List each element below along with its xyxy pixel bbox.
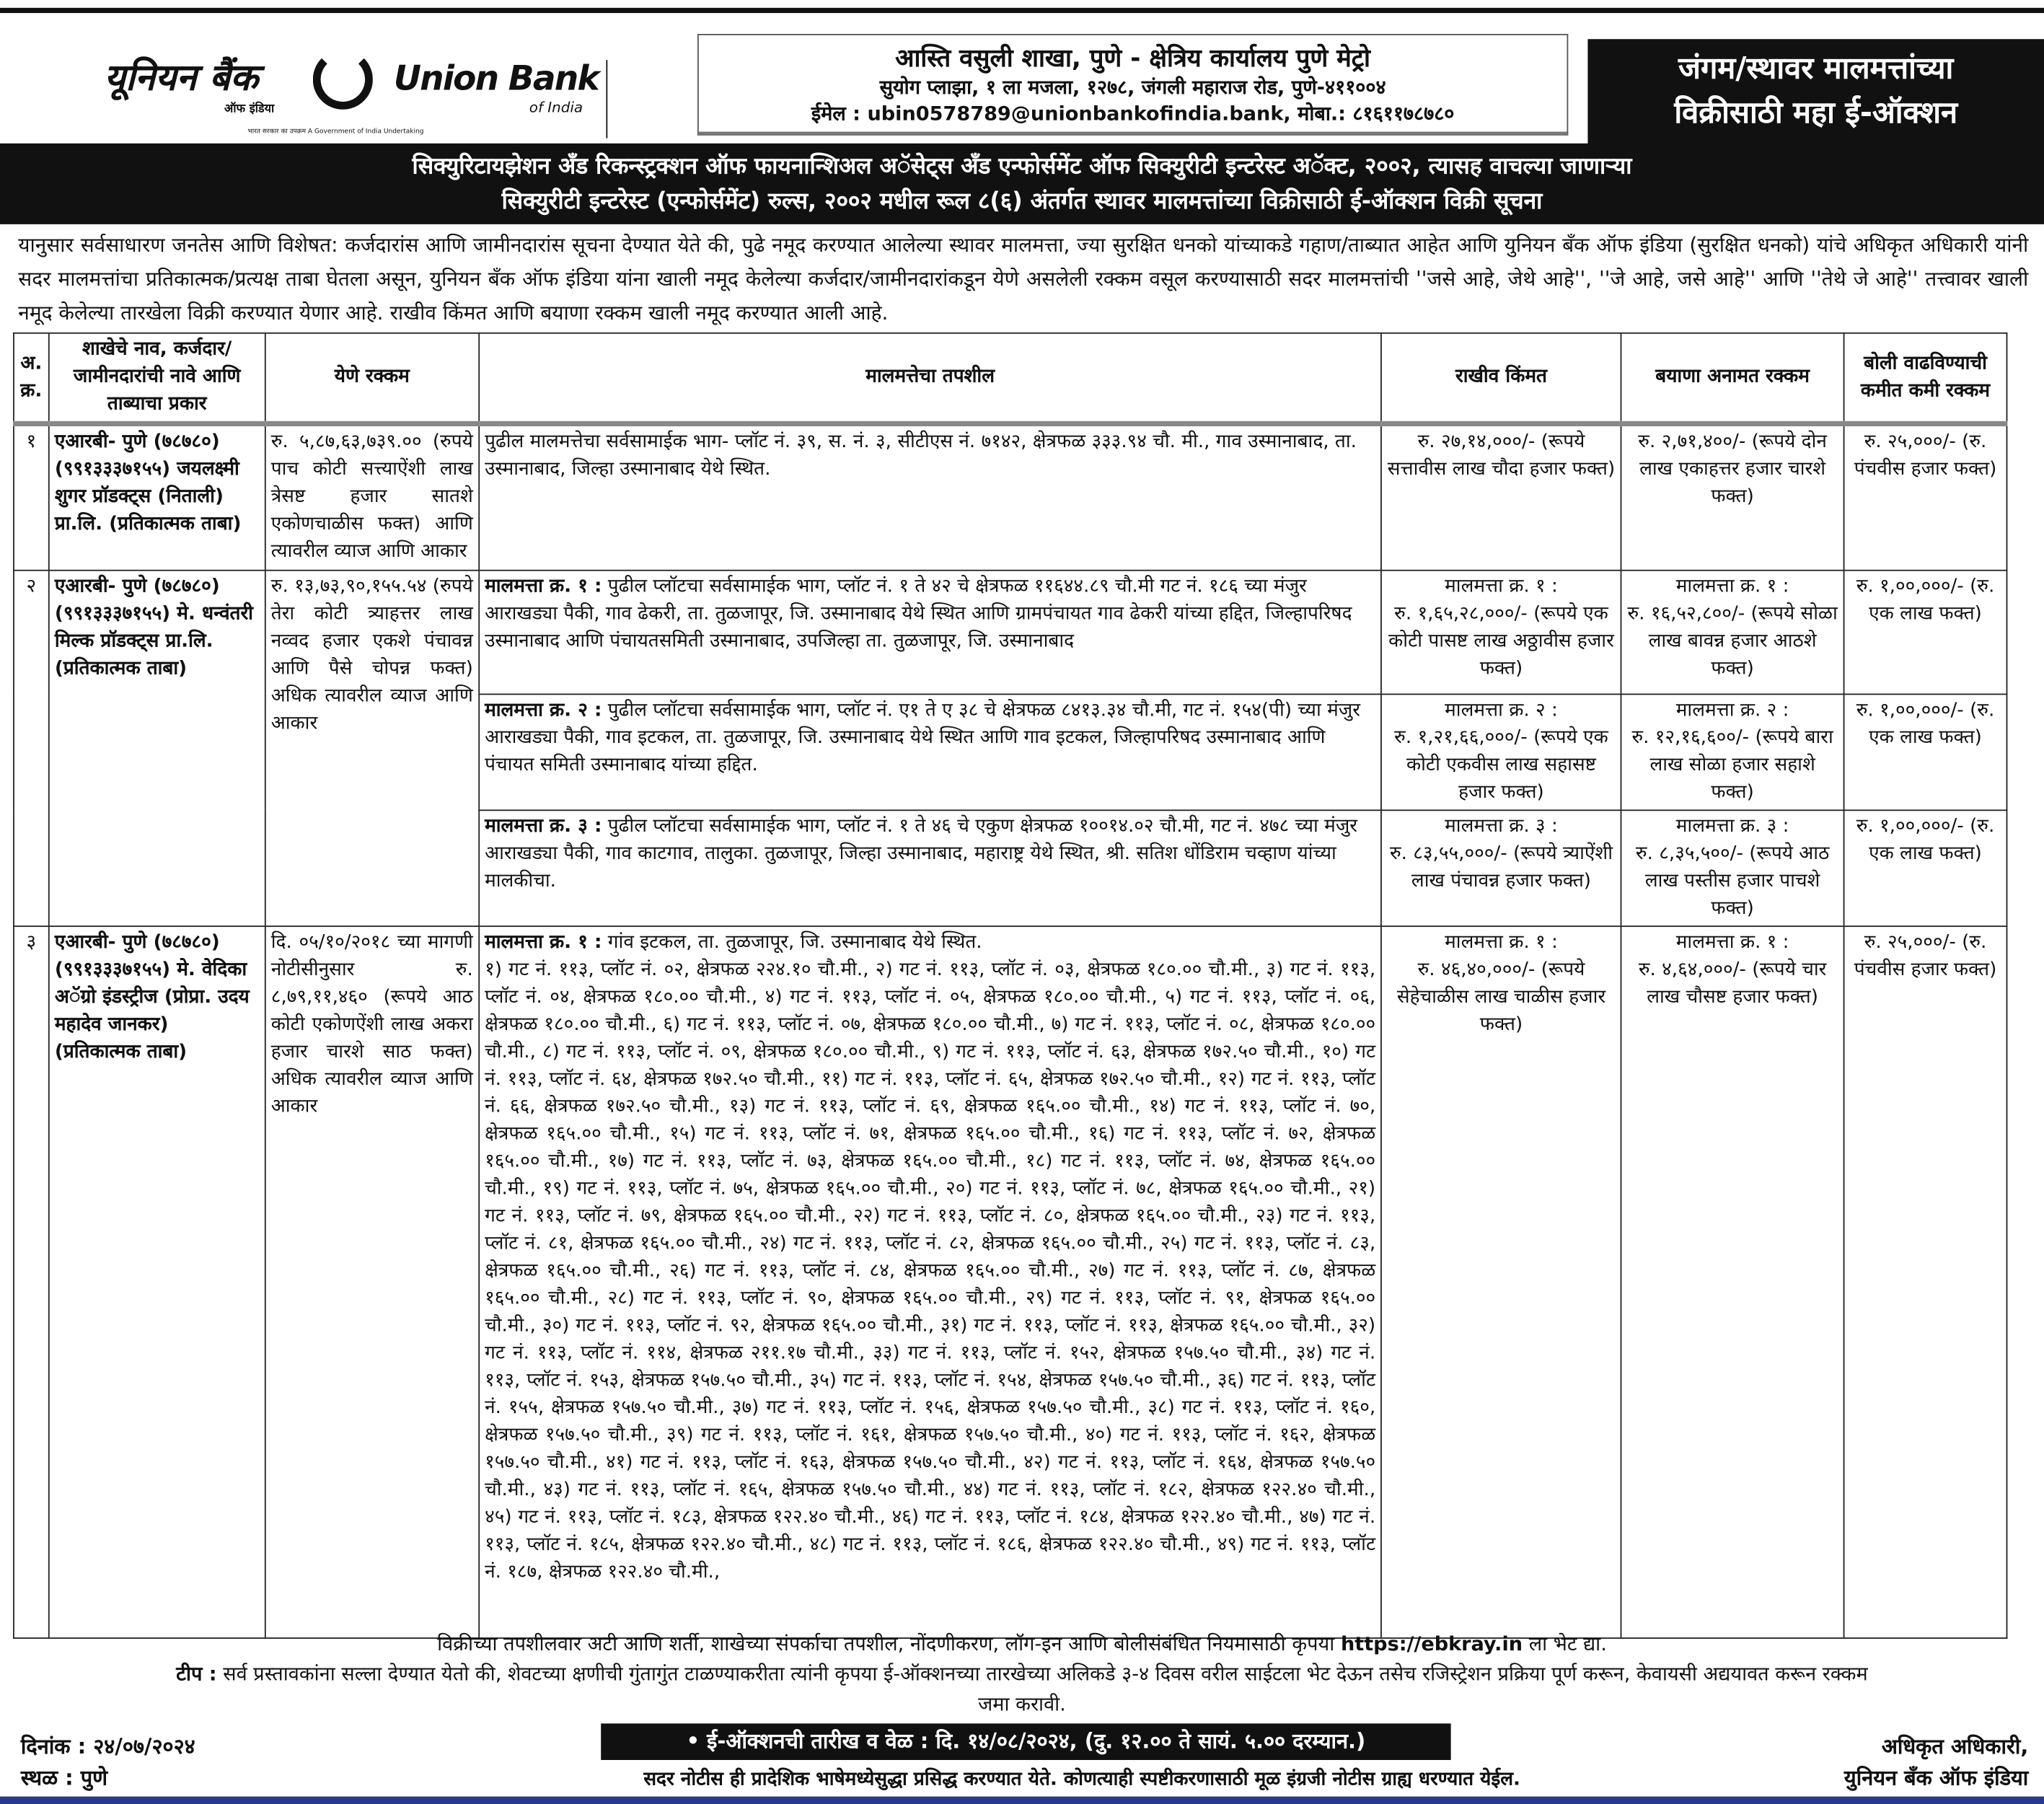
tip-label: टीप : (176, 1662, 217, 1686)
signature-bank: युनियन बँक ऑफ इंडिया (1843, 1765, 2029, 1790)
header-emd: बयाणा अनामत रक्कम (1621, 333, 1844, 424)
dues-cell: रु. ५,८७,६३,७३९.०० (रुपये पाच कोटी सत्त्याऐंशी लाख त्रेसष्ट हजार सातशे एकोणचाळीस फक्त) आणि त्यावरील व्याज आणि आकार (265, 423, 479, 569)
date-place (21, 1731, 195, 1794)
increment-cell: रु. १,००,०००/- (रु. एक लाख फक्त) (1844, 570, 2007, 694)
language-note: सदर नोटीस ही प्रादेशिक भाषेमध्येसुद्धा प्रसिद्ध करण्यात येते. कोणत्याही स्पष्टीकरणासाठी मूळ इंग्रजी नोटीस ग्राह्य धरण्यात येईल. (643, 1769, 1520, 1790)
headline-line1: जंगम/स्थावर मालमत्तांच्या (1678, 52, 1954, 87)
property-location: गांव इटकल, ता. तुळजापूर, जि. उस्मानाबाद येथे स्थित. (607, 931, 982, 953)
logo-hindi-sub: ऑफ इंडिया (224, 102, 275, 116)
reserve-label: मालमत्ता क्र. १ : (1445, 931, 1558, 953)
emd-cell (1621, 694, 1844, 810)
reserve-cell (1381, 925, 1621, 1637)
header-borrower: शाखेचे नाव, कर्जदार/जामीनदारांची नावे आणि ताब्याचा प्रकार (49, 333, 265, 424)
property-detail: पुढील प्लॉटचा सर्वसामाईक भाग, प्लॉट नं. ए१ ते ए ३८ चे क्षेत्रफळ ८४१३.३४ चौ.मी, गट नं. १५४(पी) च्या मंजुर आराखड्या पैकी, गाव इटकल, ता. तुळजापूर, जि. उस्मानाबाद येथे स्थित आणि गाव इटकल, जिल्हापरिषद उस्मानाबाद आणि पंचायत समिती उस्मानाबाद यांच्या हद्दित. (485, 699, 1360, 775)
emd-value: रु. ८,३५,५००/- (रूपये आठ लाख पस्तीस हजार पाचशे फक्त) (1635, 842, 1830, 919)
sr-cell: १ (14, 423, 49, 569)
emd-cell (1621, 809, 1844, 925)
reserve-label: मालमत्ता क्र. २ : (1445, 699, 1558, 721)
notice-date: दिनांक : २४/०७/२०२४ (20, 1733, 195, 1759)
increment-cell: रु. २५,०००/- (रु. पंचवीस हजार फक्त) (1844, 423, 2007, 569)
tip-text: सर्व प्रस्तावकांना सल्ला देण्यात येतो की, शेवटच्या क्षणीची गुंतागुंत टाळण्याकरीता त्यांनी कृपया ई-ऑक्शनच्या तारखेच्या अलिकडे ३-४ दिवस वरील साईटला भेट देऊन तसेच रजिस्ट्रेशन प्रक्रिया पूर्ण करून, केवायसी अद्ययावत करून रक्कम जमा करावी. (223, 1662, 1868, 1716)
reserve-cell: रु. २७,१४,०००/- (रूपये सत्तावीस लाख चौदा हजार फक्त) (1381, 423, 1621, 569)
table-row (14, 570, 2007, 694)
property-cell (479, 809, 1381, 925)
emd-value: रु. ४,६४,०००/- (रूपये चार लाख चौसष्ट हजार फक्त) (1638, 959, 1827, 1008)
union-bank-mark-icon (313, 50, 373, 110)
sr-cell: ३ (14, 925, 49, 1637)
borrower-cell: एआरबी- पुणे (७८७८०) (९९१३३३७१५५) जयलक्ष्मी शुगर प्रॉडक्ट्स (निताली) प्रा.लि. (प्रतिकात्मक ताबा) (49, 423, 265, 569)
dues-cell: दि. ०५/१०/२०१८ च्या मागणी नोटीसीनुसार रु. ८,७९,११,४६० (रूपये आठ कोटी एकोणऐंशी लाख अकरा हजार चारशे साठ फक्त) अधिक त्यावरील व्याज आणि आकार (265, 925, 479, 1637)
emd-label: मालमत्ता क्र. ३ : (1675, 815, 1789, 837)
borrower-cell: एआरबी- पुणे (७८७८०) (९९१३३३७१५५) मे. वेदिका अॅग्रो इंडस्ट्रीज (प्रोप्रा. उदय महादेव जानकर) (प्रतिकात्मक ताबा) (49, 925, 265, 1637)
increment-cell: रु. १,००,०००/- (रु. एक लाख फक्त) (1844, 694, 2007, 810)
table-row (14, 423, 2007, 569)
property-label: मालमत्ता क्र. २ : (485, 699, 602, 721)
header-increment: बोली वाढविण्याची कमीत कमी रक्कम (1844, 333, 2007, 424)
reserve-label: मालमत्ता क्र. ३ : (1445, 815, 1558, 837)
borrower-cell: एआरबी- पुणे (७८७८०) (९९१३३३७१५५) मे. धन्वंतरी मिल्क प्रॉडक्ट्स प्रा.लि. (प्रतिकात्मक ताबा) (49, 570, 265, 925)
top-rule (0, 8, 2044, 13)
emd-label: मालमत्ता क्र. २ : (1675, 699, 1789, 721)
property-cell (479, 925, 1381, 1637)
property-label: मालमत्ता क्र. ३ : (485, 815, 602, 837)
title-bar (0, 144, 2044, 224)
logo-hindi: यूनियन बैंक (104, 56, 258, 100)
emd-label: मालमत्ता क्र. १ : (1675, 931, 1789, 953)
header-property: मालमत्तेचा तपशील (479, 333, 1381, 424)
notice-place: स्थळ : पुणे (20, 1765, 108, 1790)
sr-cell: २ (14, 570, 49, 925)
emd-label: मालमत्ता क्र. १ : (1675, 575, 1789, 597)
intro-paragraph: यानुसार सर्वसाधारण जनतेस आणि विशेषत: कर्जदारांस आणि जामीनदारांस सूचना देण्यात येते की, पुढे नमूद करण्यात आलेल्या स्थावर मालमत्ता, ज्या सुरक्षित धनको यांच्याकडे गहाण/ताब्यात आहेत आणि युनियन बँक ऑफ इंडिया (सुरक्षित धनको) यांचे अधिकृत अधिकारी यांनी सदर मालमत्तांचा प्रतिकात्मक/प्रत्यक्ष ताबा घेतला असून, युनियन बँक ऑफ इंडिया यांना खाली नमूद केलेल्या कर्जदार/जामीनदारांकडून येणे असलेली रक्कम वसूल करण्यासाठी सदर मालमत्तांची ''जसे आहे, जेथे आहे'', ''जे आहे, जसे आहे'' आणि ''तेथे जे आहे'' तत्त्वावर खाली नमूद केलेल्या तारखेला विक्री करण्यात येणार आहे. राखीव किंमत आणि बयाणा रक्कम खाली नमूद करण्यात आली आहे. (18, 233, 2029, 325)
header (0, 13, 2044, 138)
property-cell (479, 694, 1381, 810)
logo-tagline: भारत सरकार का उपक्रम A Government of India Undertaking (247, 128, 424, 136)
property-cell: पुढील मालमत्तेचा सर्वसामाईक भाग- प्लॉट नं. ३९, स. नं. ३, सीटीएस नं. ७१४२, क्षेत्रफळ ३३३.९४ चौ. मी., गाव उस्मानाबाद, ता. उस्मानाबाद, जिल्हा उस्मानाबाद येथे स्थित. (479, 423, 1381, 569)
emd-cell (1621, 925, 1844, 1637)
ebkray-link[interactable]: https://ebkray.in (1340, 1632, 1523, 1656)
auction-date-bar: • ई-ऑक्शनची तारीख व वेळ : दि. १४/०८/२०२४, (दु. १२.०० ते सायं. ५.०० दरम्यान.) (601, 1723, 1450, 1760)
reserve-value: रु. ८३,५५,०००/- (रूपये त्र्याऐंशी लाख पंचावन्न हजार फक्त) (1389, 842, 1613, 892)
emd-cell (1621, 570, 1844, 694)
reserve-value: रु. १,६५,२८,०००/- (रूपये एक कोटी पासष्ट लाख अठ्ठावीस हजार फक्त) (1388, 602, 1614, 679)
property-detail: १) गट नं. ११३, प्लॉट नं. ०२, क्षेत्रफळ २२४.१० चौ.मी., २) गट नं. ११३, प्लॉट नं. ०३, क्षेत्रफळ १८०.०० चौ.मी., ३) गट नं. ११३, प्लॉट नं. ०४, क्षेत्रफळ १८०.०० चौ.मी., ४) गट नं. ११३, प्लॉट नं. ०५, क्षेत्रफळ १८०.०० चौ.मी., ५) गट नं. ११३, प्लॉट नं. ०६, क्षेत्रफळ १८०.०० चौ.मी., ६) गट नं. ११३, प्लॉट नं. ०७, क्षेत्रफळ १८०.०० चौ.मी., ७) गट नं. ११३, प्लॉट नं. ०८, क्षेत्रफळ १८०.०० चौ.मी., ८) गट नं. ११३, प्लॉट नं. ०९, क्षेत्रफळ १८०.०० चौ.मी., ९) गट नं. ११३, प्लॉट नं. ६३, क्षेत्रफळ १७२.५० चौ.मी., १०) गट नं. ११३, प्लॉट नं. ६४, क्षेत्रफळ १७२.५० चौ.मी., ११) गट नं. ११३, प्लॉट नं. ६५, क्षेत्रफळ १७२.५० चौ.मी., १२) गट नं. ११३, प्लॉट नं. ६६, क्षेत्रफळ १७२.५० चौ.मी., १३) गट नं. ११३, प्लॉट नं. ६९, क्षेत्रफळ १६५.०० चौ.मी., १४) गट नं. ११३, प्लॉट नं. ७०, क्षेत्रफळ १६५.०० चौ.मी., १५) गट नं. ११३, प्लॉट नं. ७१, क्षेत्रफळ १६५.०० चौ.मी., १६) गट नं. ११३, प्लॉट नं. ७२, क्षेत्रफळ १६५.०० चौ.मी., १७) गट नं. ११३, प्लॉट नं. ७३, क्षेत्रफळ १६५.०० चौ.मी., १८) गट नं. ११३, प्लॉट नं. ७४, क्षेत्रफळ १६५.०० चौ.मी., १९) गट नं. ११३, प्लॉट नं. ७५, क्षेत्रफळ १६५.०० चौ.मी., २०) गट नं. ११३, प्लॉट नं. ७८, क्षेत्रफळ १६५.०० चौ.मी., २१) गट नं. ११३, प्लॉट नं. ७९, क्षेत्रफळ १६५.०० चौ.मी., २२) गट नं. ११३, प्लॉट नं. ८०, क्षेत्रफळ १६५.०० चौ.मी., २३) गट नं. ११३, प्लॉट नं. ८१, क्षेत्रफळ १६५.०० चौ.मी., २४) गट नं. ११३, प्लॉट नं. ८२, क्षेत्रफळ १६५.०० चौ.मी., २५) गट नं. ११३, प्लॉट नं. ८३, क्षेत्रफळ १६५.०० चौ.मी., २६) गट नं. ११३, प्लॉट नं. ८४, क्षेत्रफळ १६५.०० चौ.मी., २७) गट नं. ११३, प्लॉट नं. ८७, क्षेत्रफळ १६५.०० चौ.मी., २८) गट नं. ११३, प्लॉट नं. ९०, क्षेत्रफळ १६५.०० चौ.मी., २९) गट नं. ११३, प्लॉट नं. ९१, क्षेत्रफळ १६५.०० चौ.मी., ३०) गट नं. ११३, प्लॉट नं. ९२, क्षेत्रफळ १६५.०० चौ.मी., ३१) गट नं. ११३, प्लॉट नं. ११३, क्षेत्रफळ १६५.०० चौ.मी., ३२) गट नं. ११३, प्लॉट नं. ११४, क्षेत्रफळ २११.१७ चौ.मी., ३३) गट नं. ११३, प्लॉट नं. १५२, क्षेत्रफळ १५७.५० चौ.मी., ३४) गट नं. ११३, प्लॉट नं. १५३, क्षेत्रफळ १५७.५० चौ.मी., ३५) गट नं. ११३, प्लॉट नं. १५४, क्षेत्रफळ १५७.५० चौ.मी., ३६) गट नं. ११३, प्लॉट नं. १५५, क्षेत्रफळ १५७.५० चौ.मी., ३७) गट नं. ११३, प्लॉट नं. १५६, क्षेत्रफळ १५७.५० चौ.मी., ३८) गट नं. ११३, प्लॉट नं. १६०, क्षेत्रफळ १५७.५० चौ.मी., ३९) गट नं. ११३, प्लॉट नं. १६१, क्षेत्रफळ १५७.५० चौ.मी., ४०) गट नं. ११३, प्लॉट नं. १६२, क्षेत्रफळ १५७.५० चौ.मी., ४१) गट नं. ११३, प्लॉट नं. १६३, क्षेत्रफळ १५७.५० चौ.मी., ४२) गट नं. ११३, प्लॉट नं. १६४, क्षेत्रफळ १५७.५० चौ.मी., ४३) गट नं. ११३, प्लॉट नं. १६५, क्षेत्रफळ १५७.५० चौ.मी., ४४) गट नं. ११३, प्लॉट नं. १८२, क्षेत्रफळ १२२.४० चौ.मी., ४५) गट नं. ११३, प्लॉट नं. १८३, क्षेत्रफळ १२२.४० चौ.मी., ४६) गट नं. ११३, प्लॉट नं. १८४, क्षेत्रफळ १२२.४० चौ.मी., ४७) गट नं. ११३, प्लॉट नं. १८५, क्षेत्रफळ १२२.४० चौ.मी., ४८) गट नं. ११३, प्लॉट नं. १८६, क्षेत्रफळ १२२.४० चौ.मी., ४९) गट नं. ११३, प्लॉट नं. १८७, क्षेत्रफळ १२२.४० चौ.मी., (485, 959, 1376, 1583)
dues-cell: रु. १३,७३,९०,१५५.५४ (रुपये तेरा कोटी त्र्याहत्तर लाख नव्वद हजार एकशे पंचावन्न आणि पैसे चोपन्न फक्त) अधिक त्यावरील व्याज आणि आकार (265, 570, 479, 925)
emd-value: रु. १६,५२,८००/- (रूपये सोळा लाख बावन्न हजार आठशे फक्त) (1627, 602, 1838, 679)
divider (606, 60, 607, 138)
signature-title: अधिकृत अधिकारी, (1881, 1733, 2029, 1759)
terms-text: विक्रीच्या तपशीलवार अटी आणि शर्ती, शाखेच्या संपर्काचा तपशील, नोंदणीकरण, लॉग-इन आणि बोलीसंबंधित नियमासाठी कृपया (437, 1632, 1335, 1656)
branch-name: आस्ति वसुली शाखा, पुणे - क्षेत्रिय कार्यालय पुणे मेट्रो (895, 44, 1370, 74)
bottom-rule (0, 1797, 2044, 1804)
reserve-value: रु. ४६,४०,०००/- (रूपये सेहेचाळीस लाख चाळीस हजार फक्त) (1396, 959, 1606, 1035)
headline-line2: विक्रीसाठी महा ई-ऑक्शन (1674, 96, 1958, 131)
headline-box (1587, 39, 2044, 146)
reserve-label: मालमत्ता क्र. १ : (1445, 575, 1558, 597)
footer-terms (0, 1629, 2044, 1720)
property-label: मालमत्ता क्र. १ : (485, 575, 602, 597)
property-table (13, 333, 2007, 1638)
reserve-cell (1381, 570, 1621, 694)
branch-contact: ईमेल : ubin0578789@unionbankofindia.bank, मोबा.: ८१६११७८७८० (811, 101, 1455, 126)
table-row (14, 925, 2007, 1637)
property-cell (479, 570, 1381, 694)
branch-address: सुयोग प्लाझा, १ ला मजला, १२७८, जंगली महाराज रोड, पुणे-४११००४ (879, 75, 1386, 100)
increment-cell: रु. २५,०००/- (रु. पंचवीस हजार फक्त) (1844, 925, 2007, 1637)
reserve-cell (1381, 694, 1621, 810)
logo-english-sub: of India (529, 99, 583, 116)
property-detail: पुढील प्लॉटचा सर्वसामाईक भाग, प्लॉट नं. १ ते ४२ चे क्षेत्रफळ ११६४४.८९ चौ.मी गट नं. १८६ च्या मंजुर आराखड्या पैकी, गाव ढेकरी, ता. तुळजापूर, जि. उस्मानाबाद येथे स्थित आणि ग्रामपंचायत गाव ढेकरी यांच्या हद्दित, जिल्हापरिषद उस्मानाबाद आणि पंचायतसमिती उस्मानाबाद, उपजिल्हा ता. तुळजापूर, जि. उस्मानाबाद (485, 575, 1352, 651)
property-label: मालमत्ता क्र. १ : (485, 931, 602, 953)
header-reserve: राखीव किंमत (1381, 333, 1621, 424)
reserve-cell (1381, 809, 1621, 925)
terms-text-end: ला भेट द्या. (1528, 1632, 1607, 1656)
branch-box (697, 34, 1568, 136)
title-line1: सिक्युरिटायझेशन अँड रिकन्स्ट्रक्शन ऑफ फायनान्शिअल अॅसेट्स अँड एन्फोर्समेंट ऑफ सिक्युरीटी इन्टरेस्ट अॅक्ट, २००२, त्यासह वाचल्या जाणाऱ्या (412, 154, 1632, 180)
reserve-value: रु. १,२१,६६,०००/- (रूपये एक कोटी एकवीस लाख सहासष्ट हजार फक्त) (1394, 726, 1608, 803)
union-bank-logo (105, 42, 613, 141)
header-sr: अ. क्र. (14, 333, 49, 424)
emd-cell: रु. २,७१,४००/- (रूपये दोन लाख एकाहत्तर हजार चारशे फक्त) (1621, 423, 1844, 569)
emd-value: रु. १२,१६,६००/- (रूपये बारा लाख सोळा हजार सहाशे फक्त) (1631, 726, 1833, 803)
property-detail: पुढील प्लॉटचा सर्वसामाईक भाग, प्लॉट नं. १ ते ४६ चे एकुण क्षेत्रफळ १००१४.०२ चौ.मी, गट नं. ४७८ च्या मंजुर आराखड्या पैकी, गाव काटगाव, तालुका. तुळजापूर, जिल्हा उस्मानाबाद, महाराष्ट्र येथे स्थित, श्री. सतिश धोंडिराम चव्हाण यांच्या मालकीचा. (485, 815, 1358, 892)
logo-english: Union Bank (393, 60, 599, 100)
table-header-row (14, 333, 2007, 424)
increment-cell: रु. १,००,०००/- (रु. एक लाख फक्त) (1844, 809, 2007, 925)
title-line2: सिक्युरीटी इन्टरेस्ट (एन्फोर्समेंट) रुल्स, २००२ मधील रूल ८(६) अंतर्गत स्थावर मालमत्तांच्या विक्रीसाठी ई-ऑक्शन विक्री सूचना (501, 189, 1543, 216)
header-dues: येणे रक्कम (265, 333, 479, 424)
signature-block (1799, 1731, 2028, 1794)
